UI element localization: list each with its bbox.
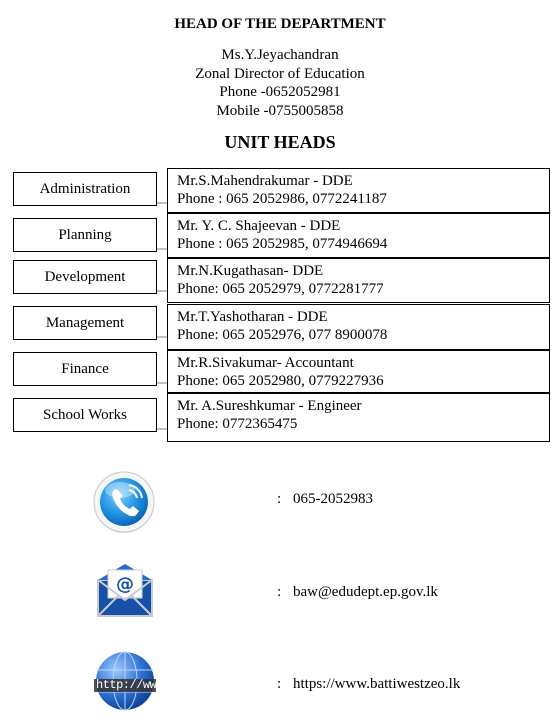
- unit-head-phone: Phone: 065 2052980, 0779227936: [177, 373, 384, 389]
- phone-icon: [92, 470, 156, 534]
- unit-head-phone: Phone: 065 2052979, 0772281777: [177, 281, 384, 297]
- unit-head-name: Mr.T.Yashotharan - DDE: [177, 309, 328, 325]
- unit-head-name: Mr.S.Mahendrakumar - DDE: [177, 173, 353, 189]
- department-head-name: Ms.Y.Jeyachandran: [221, 47, 339, 63]
- department-head-heading: HEAD OF THE DEPARTMENT: [174, 16, 386, 32]
- department-head-mobile: Mobile -0755005858: [216, 103, 344, 119]
- unit-head-phone: Phone : 065 2052986, 0772241187: [177, 191, 387, 207]
- globe-icon-text: http://ww: [96, 678, 157, 692]
- contact-phone: 065-2052983: [293, 491, 373, 507]
- unit-head-box: [167, 350, 550, 393]
- unit-head-box: [167, 393, 550, 442]
- department-head-phone: Phone -0652052981: [219, 84, 341, 100]
- unit-label: School Works: [13, 398, 157, 432]
- unit-label: Development: [13, 260, 157, 294]
- website-separator: :: [277, 676, 282, 692]
- unit-label: Management: [13, 306, 157, 340]
- globe-icon: [94, 650, 156, 712]
- unit-head-phone: Phone : 065 2052985, 0774946694: [177, 236, 388, 252]
- unit-label: Finance: [13, 352, 157, 386]
- unit-head-name: Mr.R.Sivakumar- Accountant: [177, 355, 354, 371]
- unit-head-box: [167, 258, 550, 303]
- contact-email: baw@edudept.ep.gov.lk: [293, 584, 438, 600]
- phone-separator: :: [277, 491, 282, 507]
- unit-heads-heading: UNIT HEADS: [224, 132, 336, 152]
- unit-head-phone: Phone: 065 2052976, 077 8900078: [177, 327, 388, 343]
- unit-head-phone: Phone: 0772365475: [177, 416, 298, 432]
- unit-head-name: Mr.N.Kugathasan- DDE: [177, 263, 324, 279]
- unit-label: Administration: [13, 172, 157, 206]
- unit-head-name: Mr. Y. C. Shajeevan - DDE: [177, 218, 341, 234]
- unit-head-box: [167, 304, 550, 350]
- svg-text:@: @: [116, 574, 134, 595]
- unit-head-box: [167, 213, 550, 258]
- unit-head-box: [167, 168, 550, 213]
- unit-label: Planning: [13, 218, 157, 252]
- department-head-title: Zonal Director of Education: [195, 66, 365, 82]
- contact-website[interactable]: https://www.battiwestzeo.lk: [293, 676, 461, 692]
- unit-head-name: Mr. A.Sureshkumar - Engineer: [177, 398, 362, 414]
- email-icon: [96, 562, 154, 620]
- email-separator: :: [277, 584, 282, 600]
